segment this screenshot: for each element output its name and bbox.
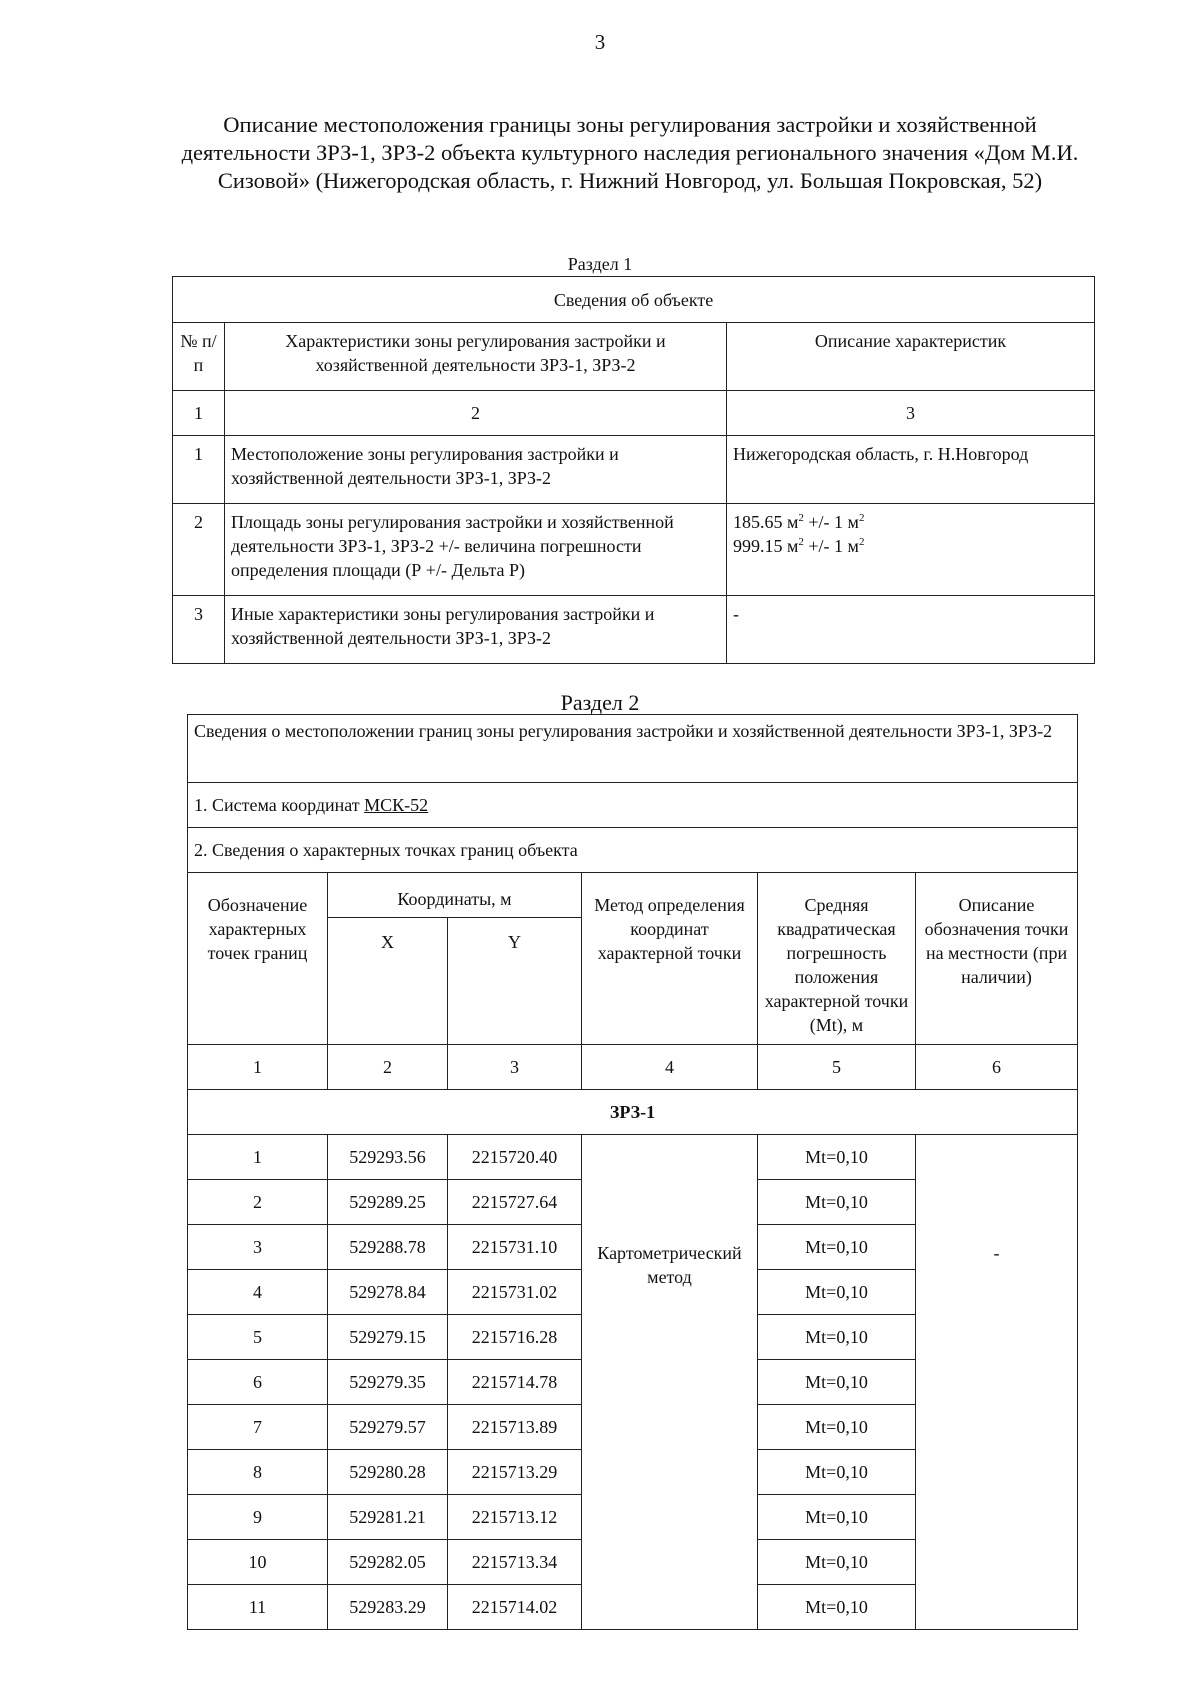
point-number: 2 — [188, 1180, 328, 1225]
point-y: 2215713.29 — [448, 1450, 582, 1495]
section1-caption: Раздел 1 — [567, 254, 633, 274]
row-number: 1 — [173, 436, 225, 504]
point-row — [188, 1135, 1078, 1180]
col-number: 2 — [225, 391, 727, 436]
point-x: 529279.15 — [328, 1315, 448, 1360]
point-number: 5 — [188, 1315, 328, 1360]
document-title: Описание местоположения границы зоны регулирования застройки и хозяйственной деятельности ЗРЗ-1, ЗРЗ-2 объекта культурного наследия регионального значения «Дом М.И. Сизовой» (Нижегородская область, г. Нижний Новгород, ул. Большая Покровская, 52) — [181, 112, 1079, 193]
point-y: 2215720.40 — [448, 1135, 582, 1180]
point-error: Mt=0,10 — [758, 1225, 916, 1270]
row-number: 2 — [173, 504, 225, 596]
point-y: 2215727.64 — [448, 1180, 582, 1225]
col-number: 4 — [582, 1045, 758, 1090]
coordinate-system-value: МСК-52 — [364, 795, 429, 815]
row-characteristic: Местоположение зоны регулирования застройки и хозяйственной деятельности ЗРЗ-1, ЗРЗ-2 — [225, 436, 727, 504]
point-error: Mt=0,10 — [758, 1315, 916, 1360]
col-header-coordinates: Координаты, м — [328, 873, 582, 918]
point-x: 529282.05 — [328, 1540, 448, 1585]
col-number: 3 — [448, 1045, 582, 1090]
point-number: 8 — [188, 1450, 328, 1495]
boundary-points-table — [187, 714, 1078, 1630]
object-info-table — [172, 276, 1095, 664]
area-value-line: 999.15 $м^2$ +/- 1 $м^2$ — [733, 536, 865, 556]
table-row — [173, 596, 1095, 664]
col-header-method: Метод определения координат характерной точки — [582, 873, 758, 1045]
area-value-line: 185.65 $м^2$ +/- 1 $м^2$ — [733, 512, 865, 532]
point-y: 2215713.12 — [448, 1495, 582, 1540]
point-x: 529289.25 — [328, 1180, 448, 1225]
point-y: 2215713.34 — [448, 1540, 582, 1585]
point-x: 529280.28 — [328, 1450, 448, 1495]
point-description: - — [916, 1135, 1078, 1630]
point-error: Mt=0,10 — [758, 1495, 916, 1540]
points-body — [188, 1135, 1078, 1630]
coordinate-system: 1. Система координат МСК-52 — [188, 783, 1078, 828]
point-y: 2215731.02 — [448, 1270, 582, 1315]
point-method: Картометрический метод — [582, 1135, 758, 1630]
col-number: 1 — [173, 391, 225, 436]
point-number: 3 — [188, 1225, 328, 1270]
object-info-header: Сведения об объекте — [173, 277, 1095, 323]
row-description — [727, 504, 1095, 596]
point-error: Mt=0,10 — [758, 1270, 916, 1315]
col-number: 2 — [328, 1045, 448, 1090]
point-error: Mt=0,10 — [758, 1360, 916, 1405]
point-y: 2215731.10 — [448, 1225, 582, 1270]
row-description: Нижегородская область, г. Н.Новгород — [727, 436, 1095, 504]
point-y: 2215714.02 — [448, 1585, 582, 1630]
col-number: 3 — [727, 391, 1095, 436]
col-number: 5 — [758, 1045, 916, 1090]
row-characteristic: Иные характеристики зоны регулирования застройки и хозяйственной деятельности ЗРЗ-1, ЗРЗ-2 — [225, 596, 727, 664]
point-number: 7 — [188, 1405, 328, 1450]
point-error: Mt=0,10 — [758, 1135, 916, 1180]
point-x: 529283.29 — [328, 1585, 448, 1630]
col-header-description: Описание обозначения точки на местности (при наличии) — [916, 873, 1078, 1045]
point-number: 1 — [188, 1135, 328, 1180]
point-x: 529278.84 — [328, 1270, 448, 1315]
table-row — [173, 504, 1095, 596]
points-header: 2. Сведения о характерных точках границ объекта — [188, 828, 1078, 873]
point-number: 6 — [188, 1360, 328, 1405]
zone-title: ЗРЗ-1 — [188, 1090, 1078, 1135]
point-number: 9 — [188, 1495, 328, 1540]
point-number: 10 — [188, 1540, 328, 1585]
col-header-error: Средняя квадратическая погрешность положения характерной точки (Mt), м — [758, 873, 916, 1045]
point-error: Mt=0,10 — [758, 1450, 916, 1495]
point-x: 529279.57 — [328, 1405, 448, 1450]
boundary-info-header: Сведения о местоположении границ зоны регулирования застройки и хозяйственной деятельности ЗРЗ-1, ЗРЗ-2 — [188, 715, 1078, 783]
point-error: Mt=0,10 — [758, 1540, 916, 1585]
point-y: 2215714.78 — [448, 1360, 582, 1405]
col-header-designation: Обозначение характерных точек границ — [188, 873, 328, 1045]
point-error: Mt=0,10 — [758, 1585, 916, 1630]
point-x: 529288.78 — [328, 1225, 448, 1270]
row-number: 3 — [173, 596, 225, 664]
col-number: 1 — [188, 1045, 328, 1090]
page-number: 3 — [594, 30, 606, 54]
row-description: - — [727, 596, 1095, 664]
row-characteristic: Площадь зоны регулирования застройки и хозяйственной деятельности ЗРЗ-1, ЗРЗ-2 +/- величина погрешности определения площади (Р +/- Дельта Р) — [225, 504, 727, 596]
point-x: 529279.35 — [328, 1360, 448, 1405]
col-header-y: Y — [448, 918, 582, 1045]
point-y: 2215713.89 — [448, 1405, 582, 1450]
table-row — [173, 436, 1095, 504]
point-error: Mt=0,10 — [758, 1180, 916, 1225]
point-x: 529293.56 — [328, 1135, 448, 1180]
col-header-description: Описание характеристик — [727, 323, 1095, 391]
point-number: 4 — [188, 1270, 328, 1315]
point-x: 529281.21 — [328, 1495, 448, 1540]
point-error: Mt=0,10 — [758, 1405, 916, 1450]
col-header-characteristic: Характеристики зоны регулирования застройки и хозяйственной деятельности ЗРЗ-1, ЗРЗ-2 — [225, 323, 727, 391]
point-number: 11 — [188, 1585, 328, 1630]
col-header-x: X — [328, 918, 448, 1045]
section2-caption: Раздел 2 — [560, 690, 640, 715]
col-number: 6 — [916, 1045, 1078, 1090]
point-y: 2215716.28 — [448, 1315, 582, 1360]
col-header-num: № п/п — [173, 323, 225, 391]
